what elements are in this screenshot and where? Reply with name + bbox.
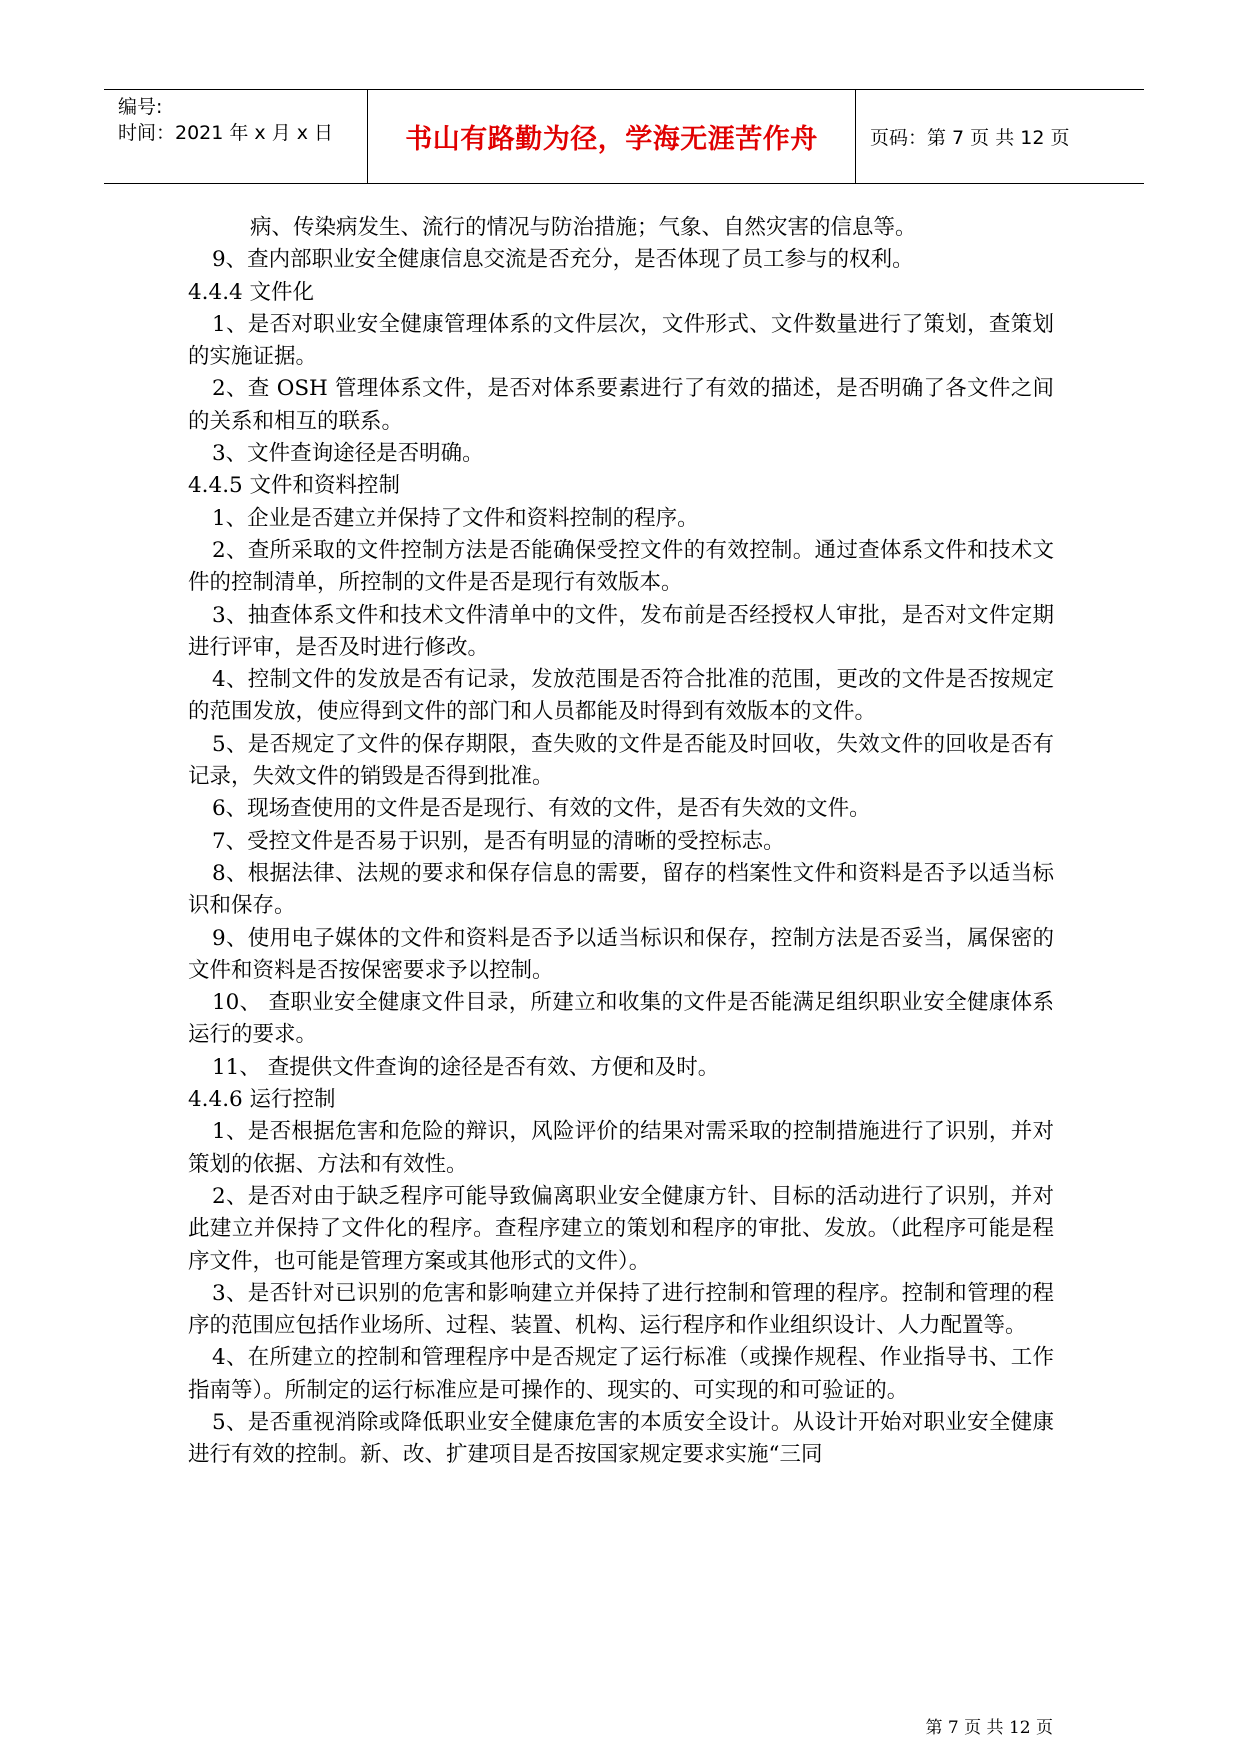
paragraph: 4、在所建立的控制和管理程序中是否规定了运行标准（或操作规程、作业指导书、工作指南等）。所制定的运行标准应是可操作的、现实的、可实现的和可验证的。 xyxy=(188,1345,1054,1403)
paragraph: 9、查内部职业安全健康信息交流是否充分，是否体现了员工参与的权利。 xyxy=(212,247,914,273)
header-meta xyxy=(104,90,368,183)
paragraph: 2、查 OSH 管理体系文件，是否对体系要素进行了有效的描述，是否明确了各文件之间的关系和相互的联系。 xyxy=(188,376,1054,434)
paragraph: 6、现场查使用的文件是否是现行、有效的文件，是否有失效的文件。 xyxy=(212,796,871,822)
paragraph: 10、 查职业安全健康文件目录，所建立和收集的文件是否能满足组织职业安全健康体系运行的要求。 xyxy=(188,990,1054,1048)
paragraph: 7、受控文件是否易于识别，是否有明显的清晰的受控标志。 xyxy=(212,828,785,854)
section-heading: 4.4.4 文件化 xyxy=(188,279,315,305)
document-number-label: 编号: xyxy=(118,96,163,118)
paragraph: 11、 查提供文件查询的途径是否有效、方便和及时。 xyxy=(212,1054,720,1080)
paragraph: 8、根据法律、法规的要求和保存信息的需要，留存的档案性文件和资料是否予以适当标识和保存。 xyxy=(188,860,1054,919)
paragraph: 3、抽查体系文件和技术文件清单中的文件，发布前是否经授权人审批，是否对文件定期进行评审，是否及时进行修改。 xyxy=(188,602,1054,660)
document-body xyxy=(188,212,1054,1472)
section-heading: 4.4.5 文件和资料控制 xyxy=(188,473,401,499)
paragraph: 3、是否针对已识别的危害和影响建立并保持了进行控制和管理的程序。控制和管理的程序的范围应包括作业场所、过程、装置、机构、运行程序和作业组织设计、人力配置等。 xyxy=(188,1280,1054,1339)
paragraph: 1、是否根据危害和危险的辩识，风险评价的结果对需采取的控制措施进行了识别，并对策划的依据、方法和有效性。 xyxy=(188,1119,1054,1177)
section-heading: 4.4.6 运行控制 xyxy=(188,1087,336,1113)
paragraph: 9、使用电子媒体的文件和资料是否予以适当标识和保存，控制方法是否妥当，属保密的文件和资料是否按保密要求予以控制。 xyxy=(188,925,1054,983)
document-time: 时间：2021 年 x 月 x 日 xyxy=(118,122,334,144)
header-motto: 书山有路勤为径，学海无涯苦作舟 xyxy=(368,90,856,183)
paragraph: 病、传染病发生、流行的情况与防治措施；气象、自然灾害的信息等。 xyxy=(250,215,917,240)
paragraph: 1、是否对职业安全健康管理体系的文件层次，文件形式、文件数量进行了策划，查策划的实施证据。 xyxy=(188,311,1054,370)
paragraph: 2、查所采取的文件控制方法是否能确保受控文件的有效控制。通过查体系文件和技术文件的控制清单，所控制的文件是否是现行有效版本。 xyxy=(188,537,1054,596)
page-footer: 第 7 页 共 12 页 xyxy=(925,1718,1053,1738)
paragraph: 5、是否重视消除或降低职业安全健康危害的本质安全设计。从设计开始对职业安全健康进行有效的控制。新、改、扩建项目是否按国家规定要求实施“三同 xyxy=(188,1409,1054,1468)
paragraph: 5、是否规定了文件的保存期限，查失败的文件是否能及时回收，失效文件的回收是否有记录，失效文件的销毁是否得到批准。 xyxy=(188,731,1054,790)
header-page-number: 页码：第 7 页 共 12 页 xyxy=(870,127,1070,149)
paragraph: 4、控制文件的发放是否有记录，发放范围是否符合批准的范围，更改的文件是否按规定的范围发放，使应得到文件的部门和人员都能及时得到有效版本的文件。 xyxy=(188,667,1054,725)
page-header xyxy=(104,89,1144,184)
paragraph: 3、文件查询途径是否明确。 xyxy=(212,441,484,467)
paragraph: 1、企业是否建立并保持了文件和资料控制的程序。 xyxy=(212,505,699,531)
paragraph: 2、是否对由于缺乏程序可能导致偏离职业安全健康方针、目标的活动进行了识别，并对此建立并保持了文件化的程序。查程序建立的策划和程序的审批、发放。（此程序可能是程序文件，也可能是管理方案或其他形式的文件）。 xyxy=(188,1183,1054,1274)
